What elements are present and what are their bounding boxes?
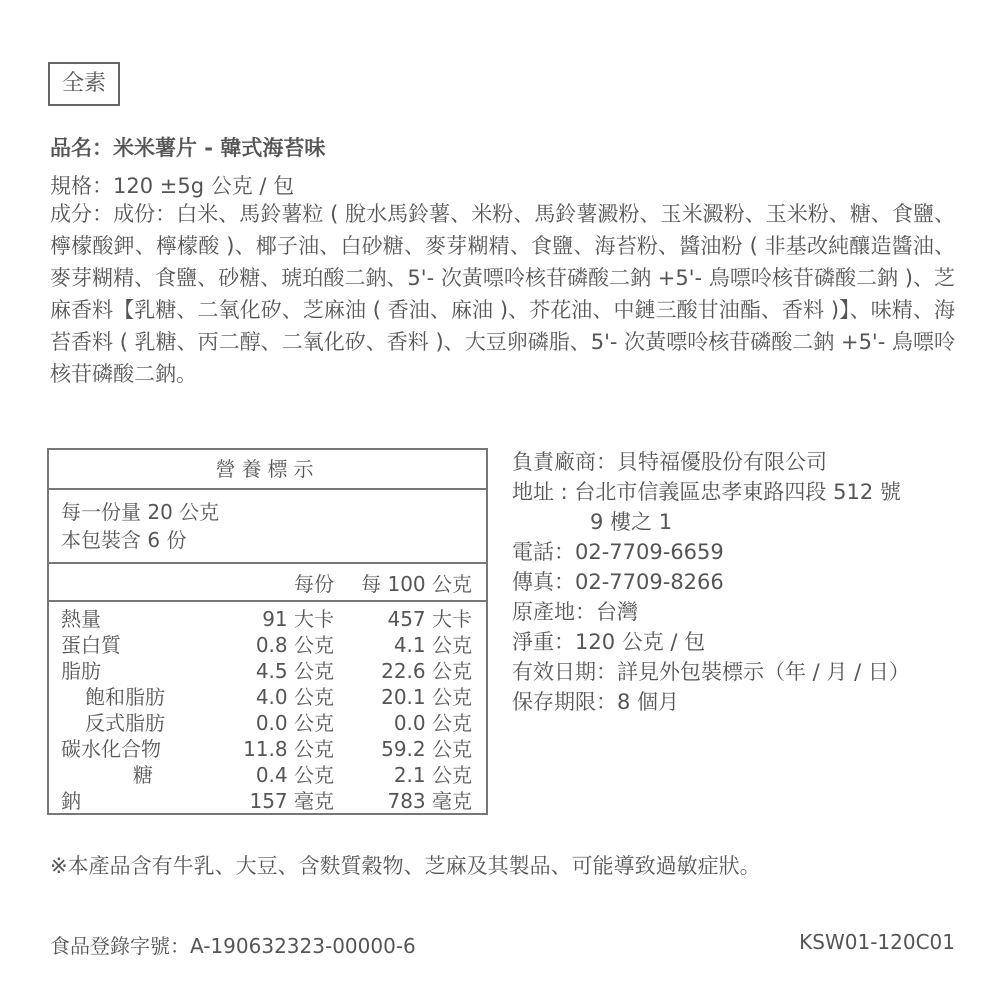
origin: 原產地：台灣 [512,600,638,624]
nutrient-name: 飽和脂肪 [85,685,165,709]
nutrition-table [47,448,488,815]
servings-per-pack: 本包裝含 6 份 [61,528,187,552]
table-row [49,632,486,658]
address: 地址 : 台北市信義區忠孝東路四段 512 號 [512,480,901,504]
shelf-life: 保存期限：8 個月 [512,690,680,714]
table-row [49,762,486,788]
table-row [49,658,486,684]
expiry-date: 有效日期：詳見外包裝標示（年 / 月 / 日） [512,660,910,684]
per-serving-value: 0.4 公克 [255,763,334,787]
per-serving-value: 11.8 公克 [243,737,334,761]
registration-number: 食品登錄字號：A-190632323-00000-6 [50,934,416,958]
per-serving-value: 4.0 公克 [255,685,334,709]
col-per-serving: 每份 [294,572,334,596]
nutrition-title: 營養標示 [49,450,486,490]
ingredients: 成分：成份：白米、馬鈴薯粒 ( 脫水馬鈴薯、米粉、馬鈴薯澱粉、玉米澱粉、玉米粉、糖、食鹽、檸檬酸鉀、檸檬酸 )、椰子油、白砂糖、麥芽糊精、食鹽、海苔粉、醬油粉 ( 非基改純釀造醬油、麥芽糊精、食鹽、砂糖、琥珀酸二鈉、5'- 次黃嘌呤核苷磷酸二鈉 +5'- 鳥嘌呤核苷磷酸二鈉 )、芝麻香料【乳糖、二氧化矽、芝麻油 ( 香油、麻油 )、芥花油、中鏈三酸甘油酯、香料 )】、味精、海苔香料 ( 乳糖、丙二醇、二氧化矽、香料 )、大豆卵磷脂、5'- 次黃嘌呤核苷磷酸二鈉 +5'- 鳥嘌呤核苷磷酸二鈉。 [50,202,955,386]
table-row [49,736,486,762]
nutrition-rows [49,602,486,814]
nutrient-name: 反式脂肪 [85,711,165,735]
nutrient-name: 碳水化合物 [61,737,161,761]
per-100g-value: 59.2 公克 [381,737,472,761]
table-row [49,710,486,736]
nutrient-name: 熱量 [61,607,101,631]
product-name: 品名：米米薯片 - 韓式海苔味 [50,136,326,160]
per-100g-value: 22.6 公克 [381,659,472,683]
fax: 傳真：02-7709-8266 [512,570,724,594]
nutrient-name: 脂肪 [61,659,101,683]
maker: 負責廠商：貝特福優股份有限公司 [512,450,827,474]
address-line-2: 9 樓之 1 [590,510,673,534]
nutrient-name: 鈉 [61,789,81,813]
phone: 電話：02-7709-6659 [512,540,724,564]
per-100g-value: 783 毫克 [387,789,472,813]
product-code: KSW01-120C01 [799,930,955,954]
table-row [49,606,486,632]
per-serving-value: 91 大卡 [262,607,334,631]
per-serving-value: 4.5 公克 [255,659,334,683]
per-serving-value: 0.8 公克 [255,633,334,657]
nutrient-name: 蛋白質 [61,633,121,657]
per-100g-value: 4.1 公克 [393,633,472,657]
serving-size: 每一份量 20 公克 [61,500,220,524]
per-100g-value: 20.1 公克 [381,685,472,709]
per-100g-value: 2.1 公克 [393,763,472,787]
nutrition-header [49,564,486,602]
table-row [49,788,486,814]
nutrition-serving [49,490,486,564]
per-100g-value: 0.0 公克 [393,711,472,735]
col-per-100g: 每 100 公克 [361,572,472,596]
per-serving-value: 0.0 公克 [255,711,334,735]
company-info [512,447,972,717]
allergy-warning: ※本產品含有牛乳、大豆、含麩質穀物、芝麻及其製品、可能導致過敏症狀。 [50,854,761,878]
nutrient-name: 糖 [133,763,153,787]
net-weight: 淨重：120 公克 / 包 [512,630,706,654]
per-serving-value: 157 毫克 [249,789,334,813]
vegan-badge: 全素 [48,62,120,106]
table-row [49,684,486,710]
per-100g-value: 457 大卡 [387,607,472,631]
product-spec: 規格：120 ±5g 公克 / 包 [50,174,295,198]
